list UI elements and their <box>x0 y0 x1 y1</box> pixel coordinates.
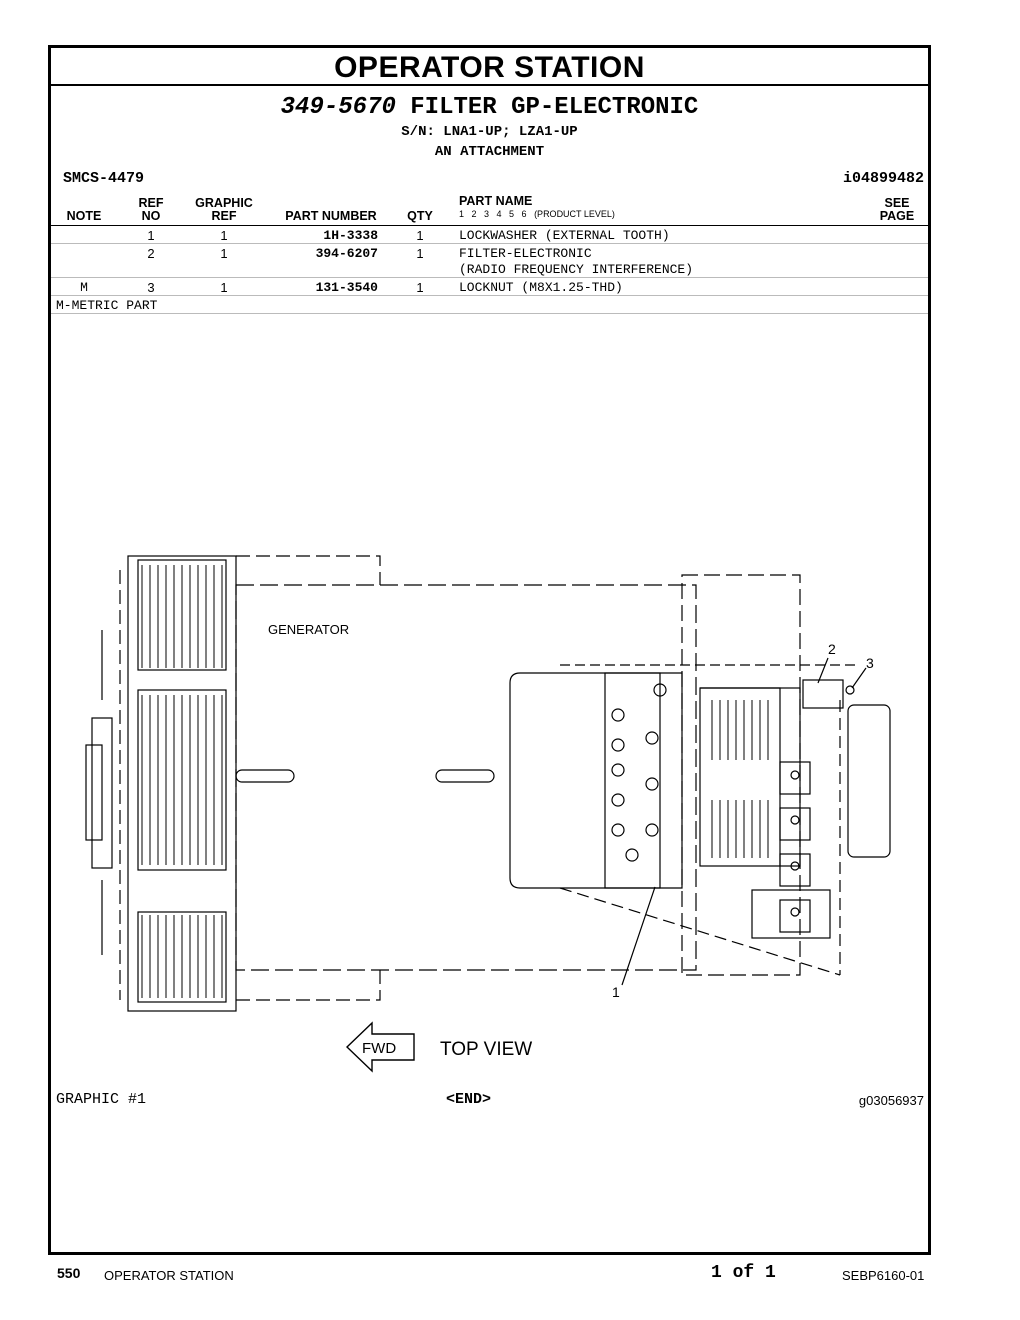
ref-no: 1 <box>147 228 155 243</box>
header-part-name-label: PART NAME <box>459 194 533 208</box>
callout-3: 3 <box>866 655 874 671</box>
graphic-label: GRAPHIC #1 <box>56 1091 147 1108</box>
header-qty: QTY <box>407 209 433 223</box>
qty: 1 <box>416 280 424 295</box>
header-ref-bottom: NO <box>141 209 161 223</box>
product-level-numbers: 1 2 3 4 5 6 <box>459 209 527 219</box>
section-title: OPERATOR STATION <box>51 48 928 86</box>
filter-electronic <box>803 680 843 708</box>
product-level-label: (PRODUCT LEVEL) <box>534 209 615 219</box>
part-name-detail: (RADIO FREQUENCY INTERFERENCE) <box>459 262 694 277</box>
footer-section: OPERATOR STATION <box>104 1268 234 1283</box>
graphic-ref: 1 <box>220 246 228 261</box>
metric-footnote: M-METRIC PART <box>56 298 158 313</box>
callout-2: 2 <box>828 641 836 657</box>
callout-1: 1 <box>612 984 620 1000</box>
graphic-ref: 1 <box>220 228 228 243</box>
end-marker: <END> <box>446 1091 492 1108</box>
generator-label: GENERATOR <box>268 622 350 637</box>
header-ref-top: REF <box>138 196 164 210</box>
doc-id: SEBP6160-01 <box>842 1268 925 1283</box>
graphic-id: g03056937 <box>858 1093 924 1108</box>
part-name: LOCKNUT (M8X1.25-THD) <box>459 280 623 295</box>
part-number: 394-6207 <box>315 246 378 261</box>
fwd-label: FWD <box>362 1040 397 1057</box>
serial-numbers: S/N: LNA1-UP; LZA1-UP <box>401 124 578 140</box>
header-graphic-top: GRAPHIC <box>195 196 253 210</box>
callout-2-leader <box>818 658 828 683</box>
part-name: FILTER-ELECTRONIC <box>459 246 592 261</box>
qty: 1 <box>416 246 424 261</box>
header-note: NOTE <box>66 209 102 223</box>
ref-no: 2 <box>147 246 155 261</box>
generator-body <box>236 585 696 970</box>
part-number: 1H-3338 <box>323 228 378 243</box>
note: M <box>80 280 88 295</box>
group-number: 349-5670 <box>280 94 396 121</box>
qty: 1 <box>416 228 424 243</box>
graphic-ref: 1 <box>220 280 228 295</box>
header-see-bottom: PAGE <box>879 209 915 223</box>
page-of: 1 of 1 <box>711 1263 776 1283</box>
top-view-label: TOP VIEW <box>440 1039 533 1060</box>
callout-3-leader <box>852 668 866 688</box>
attachment-label: AN ATTACHMENT <box>434 144 545 160</box>
part-number: 131-3540 <box>315 280 378 295</box>
part-name: LOCKWASHER (EXTERNAL TOOTH) <box>459 228 670 243</box>
page-number: 550 <box>57 1265 81 1281</box>
smcs-code: SMCS-4479 <box>63 170 145 187</box>
header-part-number: PART NUMBER <box>285 209 377 223</box>
illustration-id: i04899482 <box>842 170 924 187</box>
group-name: FILTER GP-ELECTRONIC <box>410 94 699 121</box>
header-graphic-bottom: REF <box>211 209 237 223</box>
ref-no: 3 <box>147 280 155 295</box>
header-see-top: SEE <box>884 196 910 210</box>
